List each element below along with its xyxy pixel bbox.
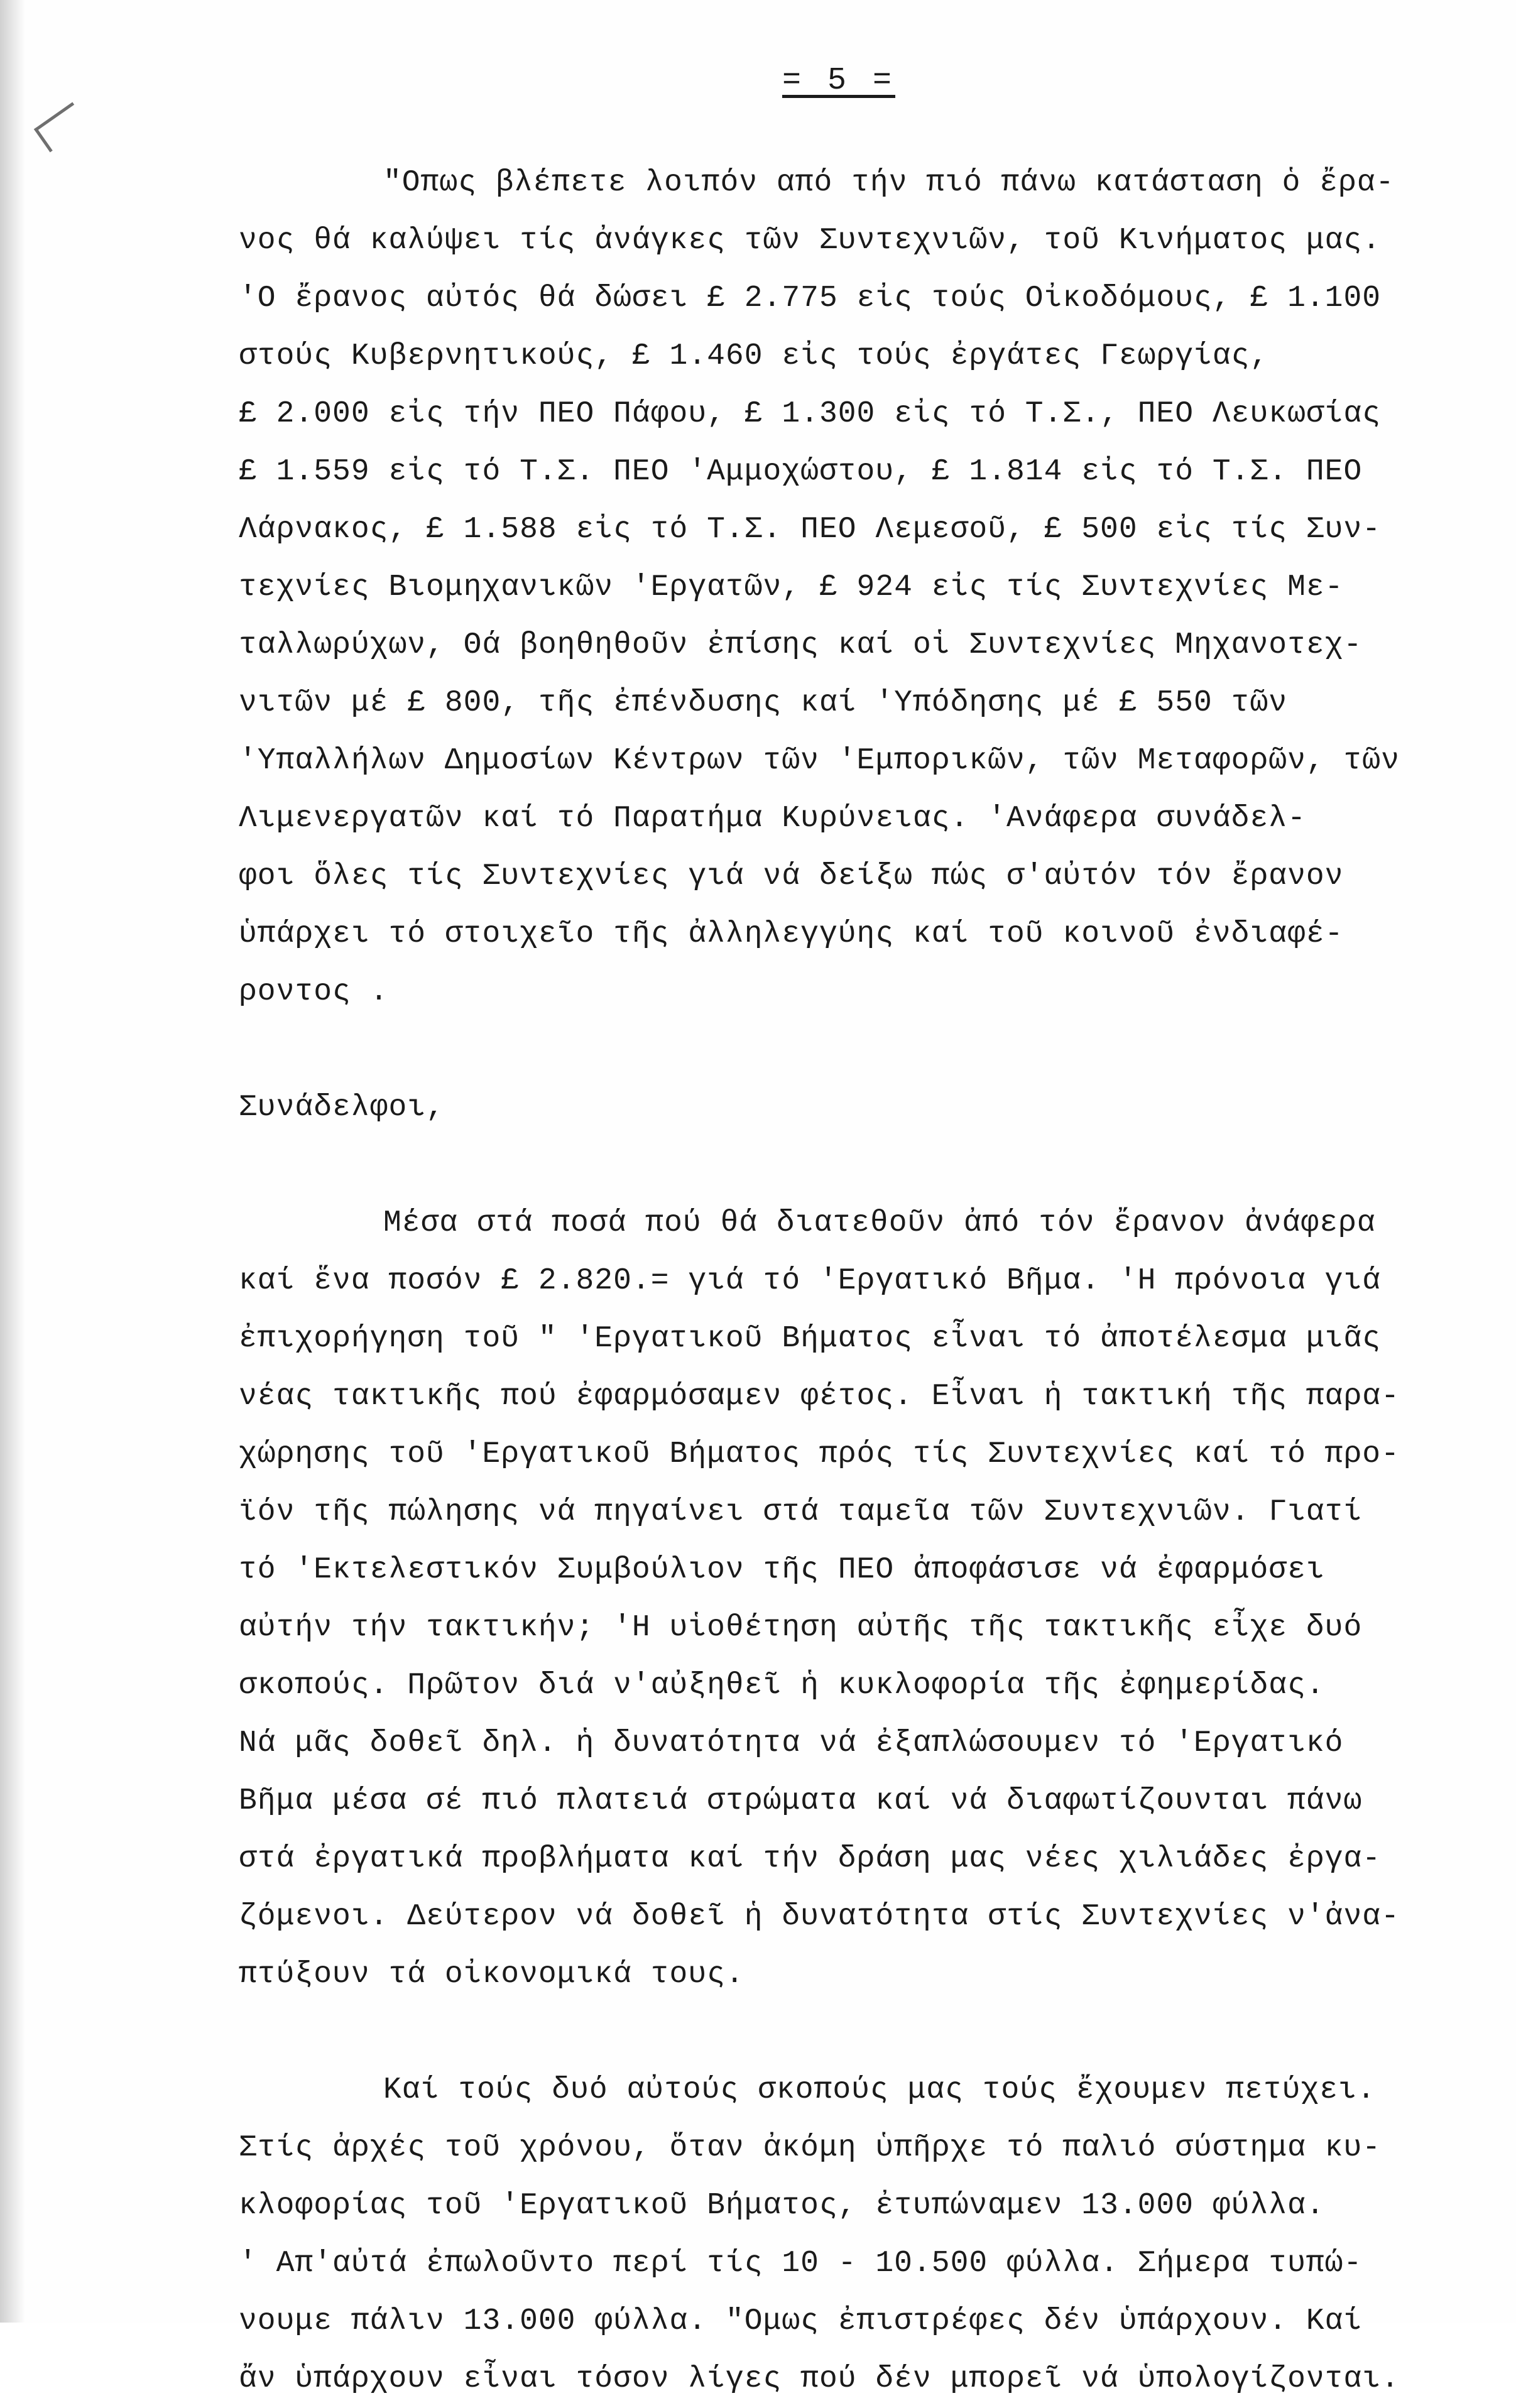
paragraph [239,2061,1445,2408]
text-line: Συνάδελφοι, [239,1091,445,1125]
text-line: ζόμενοι. Δεύτερον νά δοθεῖ ἡ δυνατότητα στίς Συντεχνίες ν'ἀνα- [239,1900,1400,1934]
text-line: τό 'Εκτελεστικόν Συμβούλιον τῆς ΠΕΟ ἀποφάσισε νά ἐφαρμόσει [239,1553,1325,1587]
text-line: Στίς ἀρχές τοῦ χρόνου, ὅταν ἀκόμη ὑπῆρχε τό παλιό σύστημα κυ- [239,2131,1382,2165]
text-line: πτύξουν τά οἰκονομικά τους. [239,1958,744,1991]
text-line: ἄν ὑπάρχουν εἶναι τόσον λίγες πού δέν μπορεῖ νά ὑπολογίζονται. [239,2362,1400,2396]
text-line: στά ἐργατικά προβλήματα καί τήν δράση μας νέες χιλιάδες ἐργα- [239,1842,1382,1876]
text-line: φοι ὅλες τίς Συντεχνίες γιά νά δείξω πώς σ'αὐτόν τόν ἔρανον [239,859,1344,893]
text-line: Νά μᾶς δοθεῖ δηλ. ἡ δυνατότητα νά ἐξαπλώσουμεν τό 'Εργατικό [239,1726,1344,1760]
text-line: Μέσα στά ποσά πού θά διατεθοῦν ἀπό τόν ἔρανον ἀνάφερα [383,1206,1376,1240]
text-line: ϊόν τῆς πώλησης νά πηγαίνει στά ταμεῖα τῶν Συντεχνιῶν. Γιατί [239,1495,1363,1529]
body-text [239,154,1445,2408]
paragraph [239,154,1445,1021]
text-line: κλοφορίας τοῦ 'Εργατικοῦ Βήματος, ἐτυπώναμεν 13.000 φύλλα. [239,2189,1325,2223]
text-line: ταλλωρύχων, Θά βοηθηθοῦν ἐπίσης καί οἱ Συντεχνίες Μηχανοτεχ- [239,628,1363,662]
text-line: νουμε πάλιν 13.000 φύλλα. "Ομως ἐπιστρέφες δέν ὑπάρχουν. Καί [239,2304,1363,2338]
paragraph [239,1194,1445,2003]
text-line: £ 2.000 εἰς τήν ΠΕΟ Πάφου, £ 1.300 εἰς τό Τ.Σ., ΠΕΟ Λευκωσίας [239,397,1382,431]
text-line: στούς Κυβερνητικούς, £ 1.460 εἰς τούς ἐργάτες Γεωργίας, [239,339,1269,373]
scan-pen-mark [34,102,89,153]
page-number: = 5 = [782,63,896,99]
text-line: αὐτήν τήν τακτικήν; 'Η υἱοθέτηση αὐτῆς τῆς τακτικῆς εἶχε δυό [239,1611,1363,1645]
paragraph [239,1079,1445,1136]
paragraph-gap [239,2003,1445,2061]
text-line: χώρησης τοῦ 'Εργατικοῦ Βήματος πρός τίς Συντεχνίες καί τό προ- [239,1437,1400,1471]
text-line: Λάρνακος, £ 1.588 εἰς τό Τ.Σ. ΠΕΟ Λεμεσοῦ, £ 500 εἰς τίς Συν- [239,513,1382,547]
paragraph-gap [239,1021,1445,1079]
scan-edge-shadow [0,0,25,2323]
text-line: Λιμενεργατῶν καί τό Παρατήμα Κυρύνειας. 'Ανάφερα συνάδελ- [239,802,1306,836]
text-line: καί ἕνα ποσόν £ 2.820.= γιά τό 'Εργατικό Βῆμα. 'Η πρόνοια γιά [239,1264,1382,1298]
text-line: Καί τούς δυό αὐτούς σκοπούς μας τούς ἔχουμεν πετύχει. [383,2073,1376,2107]
text-line: νος θά καλύψει τίς ἀνάγκες τῶν Συντεχνιῶν, τοῦ Κινήματος μας. [239,224,1382,258]
text-line: ὑπάρχει τό στοιχεῖο τῆς ἀλληλεγγύης καί τοῦ κοινοῦ ἐνδιαφέ- [239,917,1344,951]
text-line: 'Ο ἔρανος αὐτός θά δώσει £ 2.775 εἰς τούς Οἰκοδόμους, £ 1.100 [239,281,1382,315]
text-line: νέας τακτικῆς πού ἐφαρμόσαμεν φέτος. Εἶναι ἡ τακτική τῆς παρα- [239,1380,1400,1414]
paragraph-gap [239,1136,1445,1194]
text-line: σκοπούς. Πρῶτον διά ν'αὐξηθεῖ ἡ κυκλοφορία τῆς ἐφημερίδας. [239,1669,1325,1702]
text-line: 'Υπαλλήλων Δημοσίων Κέντρων τῶν 'Εμπορικῶν, τῶν Μεταφορῶν, τῶν [239,744,1400,778]
text-line: ἐπιχορήγηση τοῦ " 'Εργατικοῦ Βήματος εἶναι τό ἀποτέλεσμα μιᾶς [239,1322,1382,1356]
text-line: τεχνίες Βιομηχανικῶν 'Εργατῶν, £ 924 εἰς τίς Συντεχνίες Με- [239,570,1344,604]
text-line: ροντος . [239,975,389,1009]
text-line: ' Απ'αὐτά ἐπωλοῦντο περί τίς 10 - 10.500 φύλλα. Σήμερα τυπώ- [239,2247,1363,2280]
text-line: £ 1.559 εἰς τό Τ.Σ. ΠΕΟ 'Αμμοχώστου, £ 1.814 εἰς τό Τ.Σ. ΠΕΟ [239,455,1363,489]
text-line: νιτῶν μέ £ 800, τῆς ἐπένδυσης καί 'Υπόδησης μέ £ 550 τῶν [239,686,1288,720]
text-line: Βῆμα μέσα σέ πιό πλατειά στρώματα καί νά διαφωτίζουνται πάνω [239,1784,1363,1818]
text-line: "Οπως βλέπετε λοιπόν από τήν πιό πάνω κατάσταση ὁ ἔρα- [383,166,1395,200]
